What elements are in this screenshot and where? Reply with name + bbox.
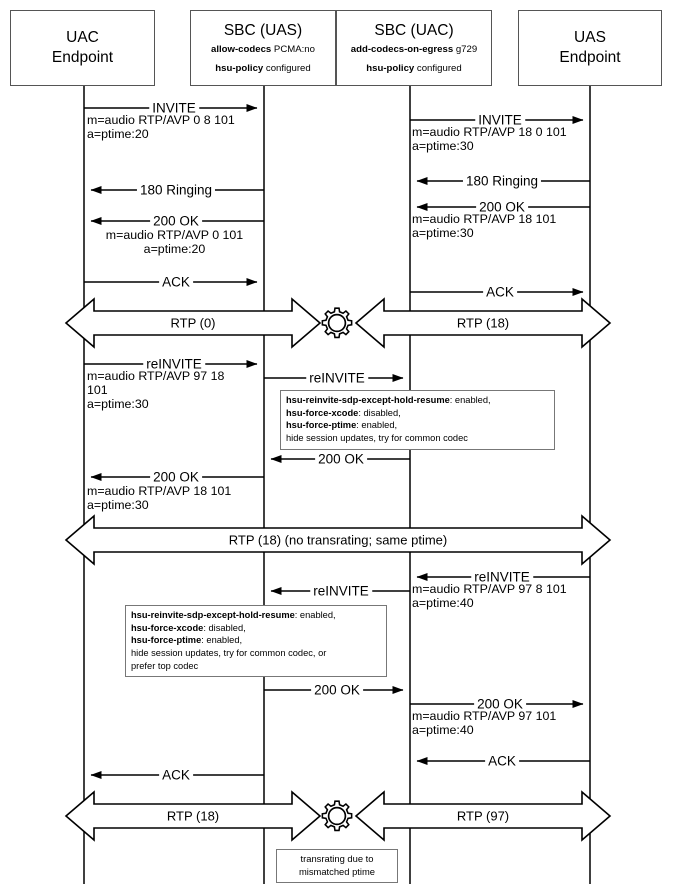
actor-uas-endpoint[interactable] bbox=[518, 10, 662, 86]
note-line: prefer top codec bbox=[131, 660, 199, 671]
message-label-ack-1: ACK bbox=[159, 275, 193, 289]
media-flow-label-rtp-left-2: RTP (18) bbox=[163, 809, 223, 824]
note-line: hsu-force-xcode: disabled, bbox=[286, 407, 401, 418]
note-line: hide session updates, try for common codec, or bbox=[131, 647, 327, 658]
message-sdp-invite-1: m=audio RTP/AVP 0 8 101 a=ptime:20 bbox=[87, 113, 235, 141]
message-label-ack-2: ACK bbox=[483, 285, 517, 299]
message-label-200-ok-4: 200 OK bbox=[150, 470, 202, 484]
transcoding-gear-top-icon bbox=[322, 308, 351, 337]
actor-uas-endpoint-label: UAS Endpoint bbox=[559, 29, 621, 66]
actor-sbc-uas-config-allow-codecs: allow-codecs PCMA:no bbox=[211, 44, 315, 56]
note-hsu-policy-note-1 bbox=[280, 390, 555, 450]
media-flow-label-rtp-right-1: RTP (18) bbox=[453, 316, 513, 331]
actor-sbc-uac-config-add-codecs: add-codecs-on-egress g729 bbox=[350, 44, 478, 56]
media-flow-label-rtp-right-2: RTP (97) bbox=[453, 809, 513, 824]
message-label-invite-2: INVITE bbox=[475, 113, 525, 127]
media-flow-label-rtp-left-1: RTP (0) bbox=[166, 316, 219, 331]
message-label-200-ok-3: 200 OK bbox=[315, 452, 367, 466]
message-sdp-invite-2: m=audio RTP/AVP 18 0 101 a=ptime:30 bbox=[412, 125, 567, 153]
message-label-reinvite-1: reINVITE bbox=[143, 357, 205, 371]
message-label-reinvite-2: reINVITE bbox=[306, 371, 368, 385]
message-label-200-ok-1: 200 OK bbox=[150, 214, 202, 228]
message-sdp-200-ok-2: m=audio RTP/AVP 18 101 a=ptime:30 bbox=[412, 212, 557, 240]
actor-uac-endpoint[interactable] bbox=[10, 10, 155, 86]
message-sdp-200-ok-6: m=audio RTP/AVP 97 101 a=ptime:40 bbox=[412, 709, 557, 737]
message-label-ack-4: ACK bbox=[159, 768, 193, 782]
message-label-invite-1: INVITE bbox=[149, 101, 199, 115]
actor-uac-endpoint-label: UAC Endpoint bbox=[51, 29, 114, 66]
message-sdp-200-ok-4: m=audio RTP/AVP 18 101 a=ptime:30 bbox=[87, 484, 232, 512]
note-transrating-note: transrating due to mismatched ptime bbox=[276, 849, 398, 883]
note-hsu-policy-note-2 bbox=[125, 605, 387, 677]
media-flow-label-rtp-full: RTP (18) (no transrating; same ptime) bbox=[225, 533, 451, 548]
message-label-200-ok-5: 200 OK bbox=[311, 683, 363, 697]
actor-sbc-uas-label: SBC (UAS) bbox=[223, 21, 303, 39]
note-line: hsu-force-xcode: disabled, bbox=[131, 622, 246, 633]
actor-sbc-uas-config-hsu-policy: hsu-policy configured bbox=[215, 63, 311, 75]
message-label-reinvite-3: reINVITE bbox=[471, 570, 533, 584]
actor-sbc-uac-config-hsu-policy: hsu-policy configured bbox=[366, 63, 462, 75]
note-line: hsu-reinvite-sdp-except-hold-resume: enabled, bbox=[131, 610, 336, 620]
note-line: hide session updates, try for common codec bbox=[286, 432, 468, 443]
message-sdp-200-ok-1: m=audio RTP/AVP 0 101 a=ptime:20 bbox=[105, 228, 244, 256]
note-line: hsu-reinvite-sdp-except-hold-resume: enabled, bbox=[286, 395, 491, 405]
message-label-reinvite-4: reINVITE bbox=[310, 584, 372, 598]
actor-sbc-uas[interactable] bbox=[190, 10, 336, 86]
message-label-ack-3: ACK bbox=[485, 754, 519, 768]
message-sdp-reinvite-3: m=audio RTP/AVP 97 8 101 a=ptime:40 bbox=[412, 582, 567, 610]
message-label-180-ringing-2: 180 Ringing bbox=[463, 174, 541, 188]
note-line: hsu-force-ptime: enabled, bbox=[286, 420, 398, 431]
message-label-200-ok-2: 200 OK bbox=[476, 200, 528, 214]
message-label-200-ok-6: 200 OK bbox=[474, 697, 526, 711]
actor-sbc-uac-label: SBC (UAC) bbox=[374, 21, 454, 39]
transcoding-gear-bottom-icon bbox=[322, 801, 351, 830]
note-line: hsu-force-ptime: enabled, bbox=[131, 635, 243, 646]
actor-sbc-uac[interactable] bbox=[336, 10, 492, 86]
message-sdp-reinvite-1: m=audio RTP/AVP 97 18 101 a=ptime:30 bbox=[87, 369, 225, 411]
message-label-180-ringing-1: 180 Ringing bbox=[137, 183, 215, 197]
